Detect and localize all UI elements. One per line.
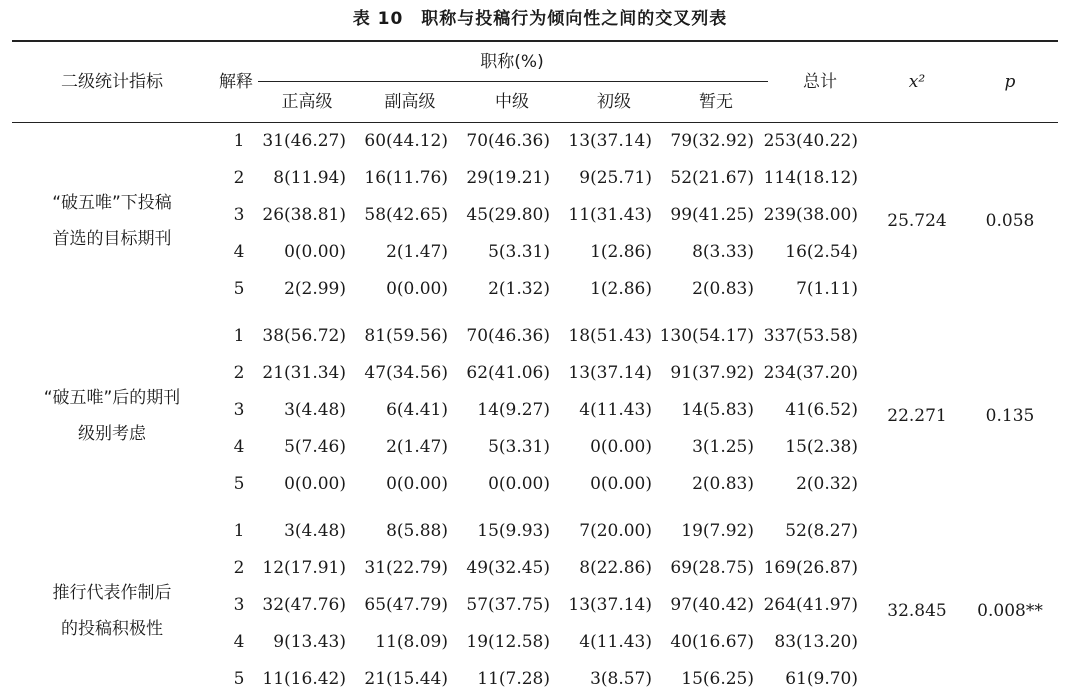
table-cell: 15(2.38) <box>785 437 858 457</box>
group-label-line: 推行代表作制后 <box>52 583 172 603</box>
row-code: 5 <box>233 474 245 494</box>
table-cell: 11(31.43) <box>568 205 652 225</box>
table-cell: 114(18.12) <box>763 168 858 188</box>
table-cell: 11(16.42) <box>262 669 346 689</box>
table-cell: 11(7.28) <box>477 669 550 689</box>
table-cell: 18(51.43) <box>568 326 652 346</box>
table-cell: 8(3.33) <box>692 242 754 262</box>
table-cell: 99(41.25) <box>670 205 754 225</box>
header-rank-group: 职称(%) <box>480 52 544 72</box>
header-rank-3: 中级 <box>495 92 529 112</box>
table-cell: 3(4.48) <box>284 521 346 541</box>
header-rank-2: 副高级 <box>384 92 436 112</box>
table-cell: 81(59.56) <box>364 326 448 346</box>
group-label-line: “破五唯”下投稿 <box>52 193 172 213</box>
table-cell: 62(41.06) <box>466 363 550 383</box>
table-cell: 337(53.58) <box>763 326 858 346</box>
row-code: 2 <box>233 558 245 578</box>
table-cell: 12(17.91) <box>262 558 346 578</box>
table-cell: 169(26.87) <box>763 558 858 578</box>
table-cell: 7(1.11) <box>796 279 858 299</box>
chi2-value: 32.845 <box>887 601 947 621</box>
rank-group-rule <box>258 81 768 82</box>
table-cell: 0(0.00) <box>386 279 448 299</box>
header-code: 解释 <box>219 72 253 92</box>
table-cell: 0(0.00) <box>590 437 652 457</box>
table-cell: 52(21.67) <box>670 168 754 188</box>
table-cell: 41(6.52) <box>785 400 858 420</box>
table-cell: 5(3.31) <box>488 242 550 262</box>
table-cell: 0(0.00) <box>590 474 652 494</box>
row-code: 3 <box>233 400 245 420</box>
table-cell: 13(37.14) <box>568 131 652 151</box>
row-code: 5 <box>233 279 245 299</box>
header-total: 总计 <box>803 72 837 92</box>
table-cell: 130(54.17) <box>659 326 754 346</box>
table-cell: 3(8.57) <box>590 669 652 689</box>
table-cell: 21(15.44) <box>364 669 448 689</box>
table-cell: 19(12.58) <box>466 632 550 652</box>
header-chi2: x² <box>908 72 926 92</box>
table-cell: 97(40.42) <box>670 595 754 615</box>
row-code: 4 <box>233 242 245 262</box>
table-cell: 49(32.45) <box>466 558 550 578</box>
group-label-line: “破五唯”后的期刊 <box>43 388 181 408</box>
table-cell: 2(0.83) <box>692 474 754 494</box>
table-cell: 61(9.70) <box>785 669 858 689</box>
table-cell: 45(29.80) <box>466 205 550 225</box>
table-cell: 70(46.36) <box>466 326 550 346</box>
table-cell: 1(2.86) <box>590 242 652 262</box>
table-cell: 2(1.47) <box>386 242 448 262</box>
table-cell: 0(0.00) <box>284 474 346 494</box>
top-rule <box>12 40 1058 42</box>
row-code: 5 <box>233 669 245 689</box>
table-cell: 2(1.32) <box>488 279 550 299</box>
header-p: p <box>1004 72 1016 92</box>
table-cell: 13(37.14) <box>568 363 652 383</box>
group-label-line: 首选的目标期刊 <box>52 229 172 249</box>
table-cell: 0(0.00) <box>386 474 448 494</box>
table-cell: 31(46.27) <box>262 131 346 151</box>
table-cell: 52(8.27) <box>785 521 858 541</box>
table-cell: 3(1.25) <box>692 437 754 457</box>
table-cell: 2(2.99) <box>284 279 346 299</box>
table-cell: 13(37.14) <box>568 595 652 615</box>
table-cell: 65(47.79) <box>364 595 448 615</box>
table-cell: 31(22.79) <box>364 558 448 578</box>
table-cell: 9(13.43) <box>273 632 346 652</box>
row-code: 1 <box>233 326 245 346</box>
row-code: 3 <box>233 595 245 615</box>
table-cell: 1(2.86) <box>590 279 652 299</box>
table-cell: 29(19.21) <box>466 168 550 188</box>
table-cell: 21(31.34) <box>262 363 346 383</box>
table-cell: 32(47.76) <box>262 595 346 615</box>
table-cell: 0(0.00) <box>488 474 550 494</box>
header-bottom-rule <box>12 122 1058 123</box>
table-cell: 15(9.93) <box>477 521 550 541</box>
chi2-value: 25.724 <box>887 211 947 231</box>
row-code: 2 <box>233 363 245 383</box>
table-cell: 264(41.97) <box>763 595 858 615</box>
table-cell: 8(5.88) <box>386 521 448 541</box>
p-value: 0.008** <box>977 601 1043 621</box>
table-cell: 40(16.67) <box>670 632 754 652</box>
table-cell: 15(6.25) <box>681 669 754 689</box>
table-cell: 234(37.20) <box>763 363 858 383</box>
table-cell: 0(0.00) <box>284 242 346 262</box>
table-cell: 19(7.92) <box>681 521 754 541</box>
table-cell: 5(3.31) <box>488 437 550 457</box>
table-cell: 79(32.92) <box>670 131 754 151</box>
row-code: 3 <box>233 205 245 225</box>
group-label-line: 的投稿积极性 <box>61 619 163 639</box>
table-cell: 16(2.54) <box>785 242 858 262</box>
table-cell: 3(4.48) <box>284 400 346 420</box>
table-cell: 11(8.09) <box>375 632 448 652</box>
group-label-line: 级别考虑 <box>78 424 146 444</box>
header-rank-5: 暂无 <box>699 92 733 112</box>
table-cell: 16(11.76) <box>364 168 448 188</box>
table-cell: 6(4.41) <box>386 400 448 420</box>
table-title: 表 10 职称与投稿行为倾向性之间的交叉列表 <box>352 9 728 29</box>
table-cell: 91(37.92) <box>670 363 754 383</box>
table-cell: 9(25.71) <box>579 168 652 188</box>
header-rank-4: 初级 <box>597 92 631 112</box>
row-code: 1 <box>233 131 245 151</box>
table-cell: 8(22.86) <box>579 558 652 578</box>
row-code: 4 <box>233 437 245 457</box>
table-cell: 57(37.75) <box>466 595 550 615</box>
p-value: 0.135 <box>985 406 1035 426</box>
table-cell: 239(38.00) <box>763 205 858 225</box>
chi2-value: 22.271 <box>887 406 947 426</box>
table-cell: 2(0.83) <box>692 279 754 299</box>
p-value: 0.058 <box>985 211 1035 231</box>
header-rank-1: 正高级 <box>281 92 333 112</box>
row-code: 2 <box>233 168 245 188</box>
table-cell: 253(40.22) <box>763 131 858 151</box>
table-cell: 70(46.36) <box>466 131 550 151</box>
table-cell: 2(1.47) <box>386 437 448 457</box>
table-cell: 58(42.65) <box>364 205 448 225</box>
table-cell: 4(11.43) <box>579 400 652 420</box>
table-cell: 14(5.83) <box>681 400 754 420</box>
table-cell: 69(28.75) <box>670 558 754 578</box>
header-indicator: 二级统计指标 <box>61 72 163 92</box>
table-cell: 26(38.81) <box>262 205 346 225</box>
table-cell: 5(7.46) <box>284 437 346 457</box>
table-cell: 60(44.12) <box>364 131 448 151</box>
table-cell: 4(11.43) <box>579 632 652 652</box>
table-cell: 7(20.00) <box>579 521 652 541</box>
row-code: 4 <box>233 632 245 652</box>
table-cell: 8(11.94) <box>273 168 346 188</box>
table-cell: 2(0.32) <box>796 474 858 494</box>
table-cell: 14(9.27) <box>477 400 550 420</box>
table-cell: 38(56.72) <box>262 326 346 346</box>
table-cell: 83(13.20) <box>774 632 858 652</box>
row-code: 1 <box>233 521 245 541</box>
table-cell: 47(34.56) <box>364 363 448 383</box>
